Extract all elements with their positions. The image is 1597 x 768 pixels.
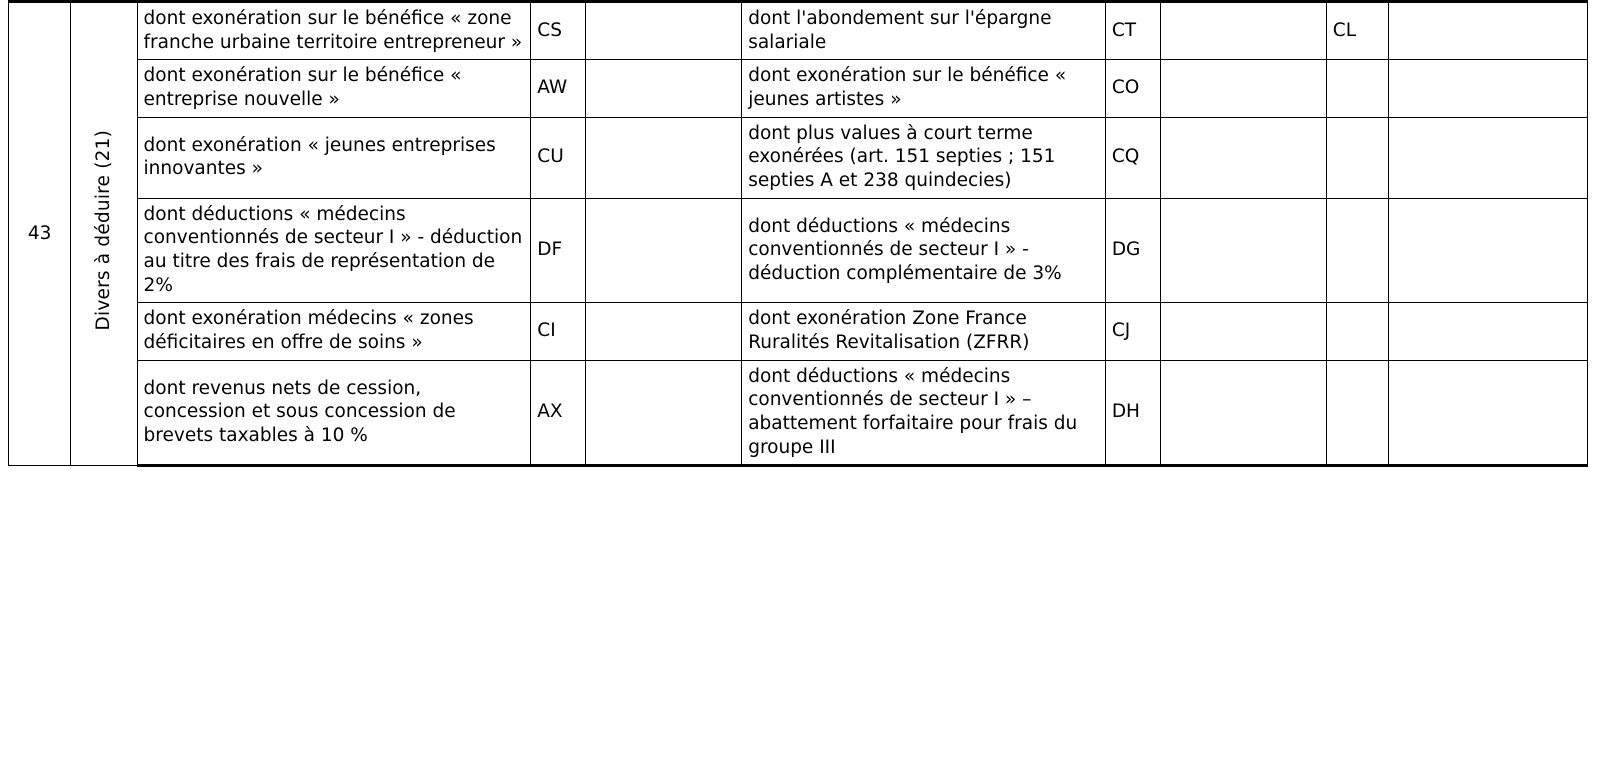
right-label-5: dont exonération Zone France Ruralités Revitalisation (ZFRR) (742, 303, 1106, 360)
extra-value-1[interactable] (1389, 2, 1588, 60)
row-number-cell: 43 (9, 2, 71, 466)
table-row (9, 2, 1588, 60)
left-label-6: dont revenus nets de cession, concession et sous concession de brevets taxables à 10 % (137, 360, 531, 466)
left-code-6: AX (531, 360, 585, 466)
left-code-3: CU (531, 117, 585, 198)
section-vertical-header-label: Divers à déduire (21) (93, 130, 115, 331)
left-value-3[interactable] (585, 117, 742, 198)
table-row (9, 303, 1588, 360)
table-row (9, 360, 1588, 466)
right-code-2: CO (1105, 60, 1160, 117)
tax-form-table (8, 0, 1588, 467)
right-value-5[interactable] (1161, 303, 1327, 360)
right-label-2: dont exonération sur le bénéfice « jeunes artistes » (742, 60, 1106, 117)
right-value-3[interactable] (1161, 117, 1327, 198)
extra-value-3 (1389, 117, 1588, 198)
left-code-2: AW (531, 60, 585, 117)
extra-value-6 (1389, 360, 1588, 466)
extra-value-5 (1389, 303, 1588, 360)
left-code-4: DF (531, 198, 585, 303)
right-value-1[interactable] (1161, 2, 1327, 60)
right-code-3: CQ (1105, 117, 1160, 198)
right-code-4: DG (1105, 198, 1160, 303)
extra-code-6 (1326, 360, 1388, 466)
table-row (9, 117, 1588, 198)
right-label-1: dont l'abondement sur l'épargne salariale (742, 2, 1106, 60)
left-value-2[interactable] (585, 60, 742, 117)
right-label-4: dont déductions « médecins conventionnés de secteur I » - déduction complémentaire de 3% (742, 198, 1106, 303)
right-label-3: dont plus values à court terme exonérées (art. 151 septies ; 151 septies A et 238 quindecies) (742, 117, 1106, 198)
extra-code-3 (1326, 117, 1388, 198)
left-label-4: dont déductions « médecins conventionnés de secteur I » - déduction au titre des frais de représentation de 2% (137, 198, 531, 303)
right-value-6[interactable] (1161, 360, 1327, 466)
extra-code-4 (1326, 198, 1388, 303)
left-label-2: dont exonération sur le bénéfice « entreprise nouvelle » (137, 60, 531, 117)
left-label-5: dont exonération médecins « zones déficitaires en offre de soins » (137, 303, 531, 360)
left-value-1[interactable] (585, 2, 742, 60)
section-vertical-header (71, 2, 137, 466)
left-value-5[interactable] (585, 303, 742, 360)
left-code-5: CI (531, 303, 585, 360)
right-value-2[interactable] (1161, 60, 1327, 117)
extra-code-1: CL (1326, 2, 1388, 60)
right-code-6: DH (1105, 360, 1160, 466)
left-label-3: dont exonération « jeunes entreprises innovantes » (137, 117, 531, 198)
right-code-5: CJ (1105, 303, 1160, 360)
extra-value-2 (1389, 60, 1588, 117)
right-label-6: dont déductions « médecins conventionnés de secteur I » – abattement forfaitaire pour frais du groupe III (742, 360, 1106, 466)
extra-value-4 (1389, 198, 1588, 303)
extra-code-5 (1326, 303, 1388, 360)
left-label-1: dont exonération sur le bénéfice « zone franche urbaine territoire entrepreneur » (137, 2, 531, 60)
right-value-4[interactable] (1161, 198, 1327, 303)
right-code-1: CT (1105, 2, 1160, 60)
table-row (9, 198, 1588, 303)
left-value-4[interactable] (585, 198, 742, 303)
extra-code-2 (1326, 60, 1388, 117)
left-code-1: CS (531, 2, 585, 60)
table-row (9, 60, 1588, 117)
left-value-6[interactable] (585, 360, 742, 466)
